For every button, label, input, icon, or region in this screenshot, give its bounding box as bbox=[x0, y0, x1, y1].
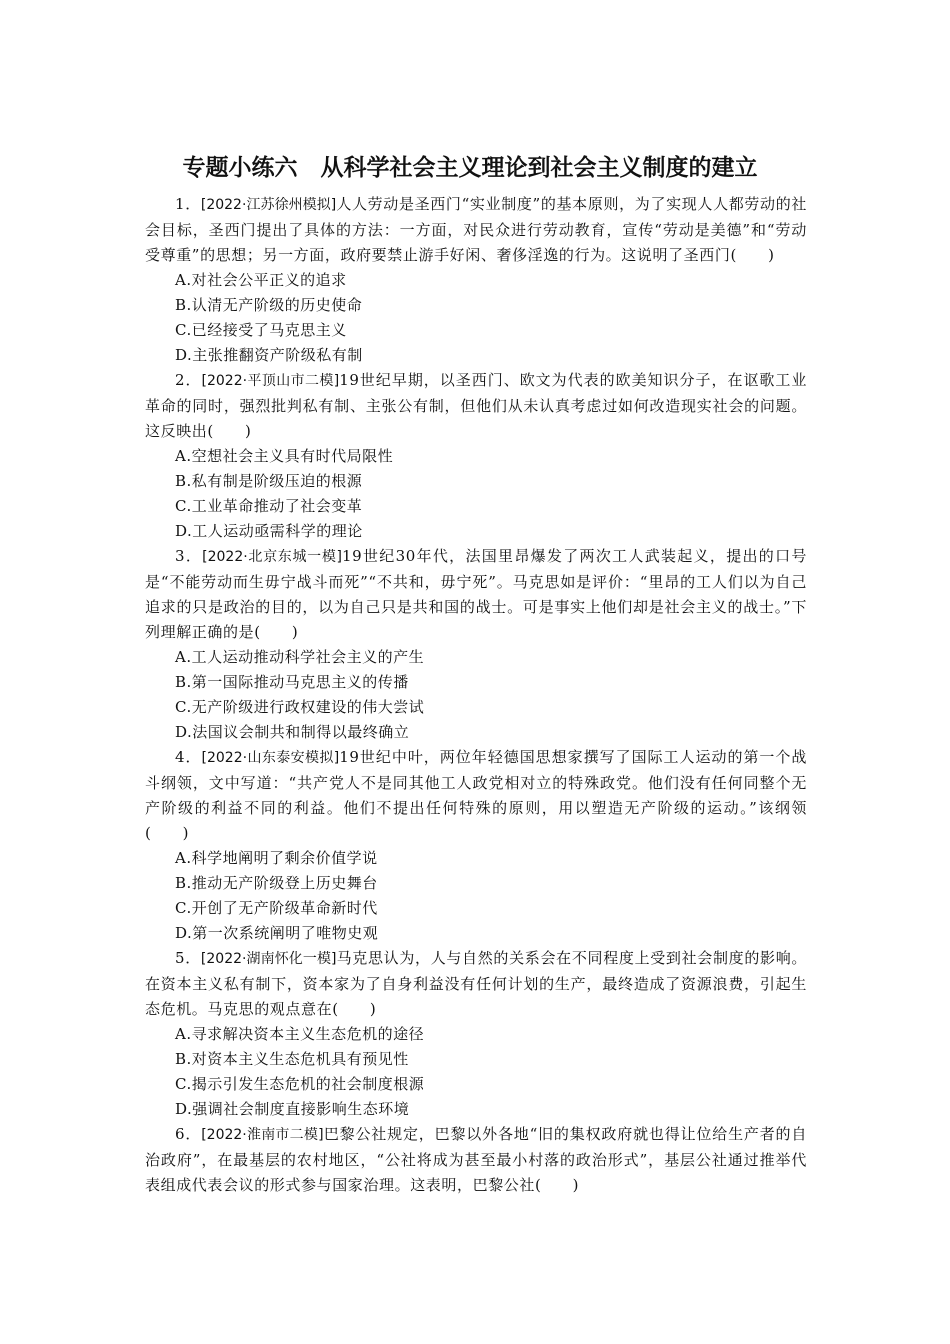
question-number: 1． bbox=[175, 195, 201, 213]
question-text: 巴黎公社规定，巴黎以外各地“旧的集权政府就也得让位给生产者的自治政府”，在最基层的农村地区，“公社将成为甚至最小村落的政治形式”，基层公社通过推举代表组成代表会议的形式参与国家治理。这表明，巴黎公社( ) bbox=[145, 1125, 807, 1194]
options-list bbox=[145, 444, 807, 544]
question-source: [2022·山东泰安模拟] bbox=[201, 750, 340, 766]
question-stem bbox=[145, 1122, 807, 1198]
question-source: [2022·江苏徐州模拟] bbox=[200, 197, 337, 213]
question-stem bbox=[145, 368, 807, 444]
option-a: A.工人运动推动科学社会主义的产生 bbox=[175, 648, 425, 666]
option-c: C.已经接受了马克思主义 bbox=[175, 321, 347, 339]
option-b: B.推动无产阶级登上历史舞台 bbox=[175, 874, 378, 892]
question-number: 4． bbox=[175, 748, 202, 766]
option-a: A.空想社会主义具有时代局限性 bbox=[175, 447, 394, 465]
options-list bbox=[145, 645, 807, 745]
options-list bbox=[145, 268, 807, 368]
question-stem bbox=[145, 192, 807, 268]
option-c: C.工业革命推动了社会变革 bbox=[175, 497, 363, 515]
option-b: B.认清无产阶级的历史使命 bbox=[175, 296, 363, 314]
option-a: A.科学地阐明了剩余价值学说 bbox=[175, 849, 378, 867]
option-c: C.无产阶级进行政权建设的伟大尝试 bbox=[175, 698, 425, 716]
option-d: D.工人运动亟需科学的理论 bbox=[175, 522, 363, 540]
question-source: [2022·淮南市二模] bbox=[201, 1127, 324, 1143]
question-1 bbox=[145, 192, 807, 368]
question-number: 5． bbox=[175, 949, 201, 967]
option-d: D.第一次系统阐明了唯物史观 bbox=[175, 924, 379, 942]
option-c: C.揭示引发生态危机的社会制度根源 bbox=[175, 1075, 425, 1093]
options-list bbox=[145, 1022, 807, 1122]
question-text: 19世纪中叶，两位年轻德国思想家撰写了国际工人运动的第一个战斗纲领，文中写道：“共产党人不是同其他工人政党相对立的特殊政党。他们没有任何同整个无产阶级的利益不同的利益。他们不提出任何特殊的原则，用以塑造无产阶级的运动。”该纲领( ) bbox=[145, 748, 807, 842]
option-a: A.寻求解决资本主义生态危机的途径 bbox=[175, 1025, 425, 1043]
question-6 bbox=[145, 1122, 807, 1198]
question-text: 马克思认为，人与自然的关系会在不同程度上受到社会制度的影响。在资本主义私有制下，资本家为了自身利益没有任何计划的生产，最终造成了资源浪费，引起生态危机。马克思的观点意在( ) bbox=[145, 949, 807, 1018]
question-source: [2022·北京东城一模] bbox=[202, 549, 343, 565]
document-title: 专题小练六 从科学社会主义理论到社会主义制度的建立 bbox=[182, 155, 758, 181]
document-page bbox=[145, 150, 807, 1198]
question-5 bbox=[145, 946, 807, 1122]
question-text: 人人劳动是圣西门“实业制度”的基本原则，为了实现人人都劳动的社会目标，圣西门提出了具体的方法：一方面，对民众进行劳动教育，宣传“劳动是美德”和“劳动受尊重”的思想；另一方面，政府要禁止游手好闲、奢侈淫逸的行为。这说明了圣西门( ) bbox=[145, 195, 807, 264]
option-b: B.第一国际推动马克思主义的传播 bbox=[175, 673, 409, 691]
options-list bbox=[145, 846, 807, 946]
option-a: A.对社会公平正义的追求 bbox=[175, 271, 347, 289]
question-number: 3． bbox=[175, 547, 203, 565]
option-c: C.开创了无产阶级革命新时代 bbox=[175, 899, 378, 917]
option-b: B.对资本主义生态危机具有预见性 bbox=[175, 1050, 409, 1068]
question-number: 2． bbox=[175, 371, 202, 389]
question-source: [2022·湖南怀化一模] bbox=[200, 951, 337, 967]
question-text: 19世纪早期，以圣西门、欧文为代表的欧美知识分子，在讴歌工业革命的同时，强烈批判私有制、主张公有制，但他们从未认真考虑过如何改造现实社会的问题。这反映出( ) bbox=[145, 371, 807, 440]
question-stem bbox=[145, 544, 807, 645]
question-4 bbox=[145, 745, 807, 946]
question-stem bbox=[145, 745, 807, 846]
question-text: 19世纪30年代，法国里昂爆发了两次工人武装起义，提出的口号是“不能劳动而生毋宁战斗而死”“不共和，毋宁死”。马克思如是评价：“里昂的工人们以为自己追求的只是政治的目的，以为自己只是共和国的战士。可是事实上他们却是社会主义的战士。”下列理解正确的是( ) bbox=[145, 547, 807, 641]
option-d: D.法国议会制共和制得以最终确立 bbox=[175, 723, 410, 741]
question-2 bbox=[145, 368, 807, 544]
question-number: 6． bbox=[175, 1125, 202, 1143]
option-d: D.主张推翻资产阶级私有制 bbox=[175, 346, 363, 364]
question-source: [2022·平顶山市二模] bbox=[201, 373, 340, 389]
option-b: B.私有制是阶级压迫的根源 bbox=[175, 472, 363, 490]
question-stem bbox=[145, 946, 807, 1022]
option-d: D.强调社会制度直接影响生态环境 bbox=[175, 1100, 410, 1118]
question-3 bbox=[145, 544, 807, 745]
